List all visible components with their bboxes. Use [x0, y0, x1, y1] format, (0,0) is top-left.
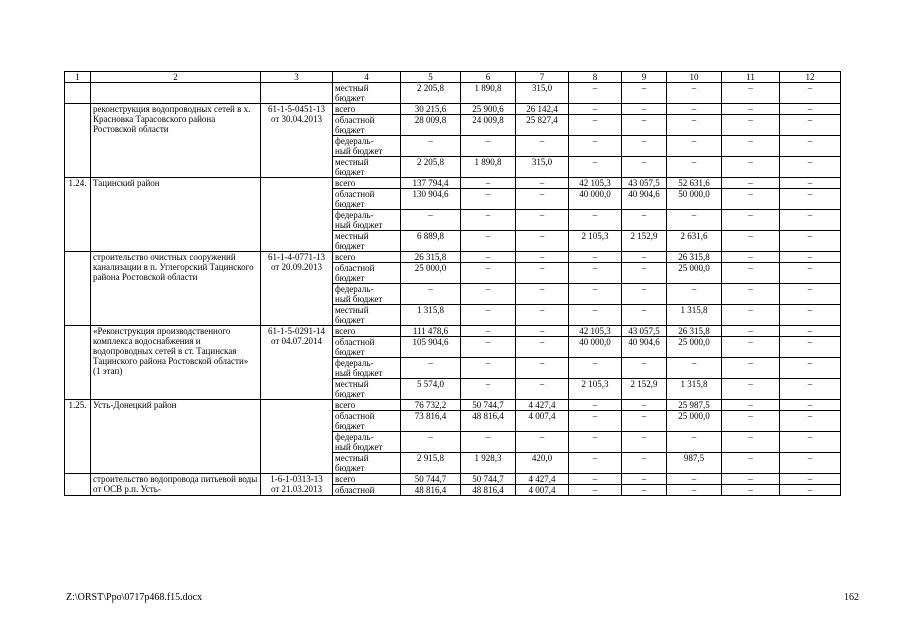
column-number-7: 7	[516, 72, 569, 83]
funding-source-cell: федераль- ный бюджет	[333, 284, 401, 305]
footer-file-path: Z:\ORST\Ppo\0717p468.f15.docx	[66, 592, 203, 603]
funding-source-cell: местный бюджет	[333, 305, 401, 326]
value-cell: –	[667, 358, 722, 379]
value-cell: 28 009,8	[401, 115, 461, 136]
value-cell: –	[516, 432, 569, 453]
value-cell: –	[780, 305, 841, 326]
value-cell: 40 000,0	[569, 337, 622, 358]
value-cell: –	[622, 453, 667, 474]
row-number-cell	[65, 252, 91, 326]
value-cell: 26 315,8	[401, 252, 461, 263]
value-cell: –	[516, 263, 569, 284]
funding-source-cell: всего	[333, 104, 401, 115]
value-cell: –	[622, 157, 667, 178]
value-cell: –	[461, 305, 516, 326]
value-cell: 2 105,3	[569, 231, 622, 252]
value-cell: –	[622, 474, 667, 485]
value-cell: –	[516, 326, 569, 337]
value-cell: 25 000,0	[667, 263, 722, 284]
value-cell: –	[622, 284, 667, 305]
funding-source-cell: федераль- ный бюджет	[333, 136, 401, 157]
value-cell: –	[401, 358, 461, 379]
value-cell: 48 816,4	[461, 485, 516, 496]
value-cell: 43 057,5	[622, 326, 667, 337]
column-number-1: 1	[65, 72, 91, 83]
value-cell: –	[461, 358, 516, 379]
value-cell: –	[401, 432, 461, 453]
table-row	[65, 400, 841, 411]
value-cell: 1 890,8	[461, 83, 516, 104]
value-cell: 48 816,4	[401, 485, 461, 496]
value-cell: –	[569, 83, 622, 104]
table-row	[65, 252, 841, 263]
value-cell: –	[667, 485, 722, 496]
value-cell: –	[722, 305, 780, 326]
column-number-8: 8	[569, 72, 622, 83]
value-cell: –	[401, 136, 461, 157]
funding-source-cell: федераль- ный бюджет	[333, 432, 401, 453]
funding-source-cell: местный бюджет	[333, 231, 401, 252]
budget-table	[64, 71, 841, 496]
table-row	[65, 104, 841, 115]
value-cell: –	[667, 104, 722, 115]
value-cell: 26 315,8	[667, 252, 722, 263]
funding-source-cell: местный бюджет	[333, 83, 401, 104]
value-cell: 76 732,2	[401, 400, 461, 411]
value-cell: –	[722, 379, 780, 400]
value-cell: –	[461, 231, 516, 252]
value-cell: 25 000,0	[401, 263, 461, 284]
value-cell: –	[722, 284, 780, 305]
value-cell: 43 057,5	[622, 178, 667, 189]
value-cell: 315,0	[516, 83, 569, 104]
value-cell: –	[780, 474, 841, 485]
value-cell: –	[569, 157, 622, 178]
value-cell: –	[569, 136, 622, 157]
value-cell: –	[569, 284, 622, 305]
value-cell: –	[780, 453, 841, 474]
value-cell: 2 105,3	[569, 379, 622, 400]
value-cell: 1 315,8	[401, 305, 461, 326]
value-cell: –	[516, 189, 569, 210]
value-cell: 105 904,6	[401, 337, 461, 358]
value-cell: 2 152,9	[622, 231, 667, 252]
object-name-cell	[91, 83, 261, 104]
value-cell: –	[401, 284, 461, 305]
funding-source-cell: местный бюджет	[333, 379, 401, 400]
value-cell: –	[722, 411, 780, 432]
value-cell: –	[622, 411, 667, 432]
value-cell: –	[780, 252, 841, 263]
value-cell: –	[461, 326, 516, 337]
row-number-cell	[65, 104, 91, 178]
value-cell: –	[780, 284, 841, 305]
object-name-cell: строительство водопровода питьевой воды от ОСВ р.п. Усть-	[91, 474, 261, 496]
value-cell: –	[569, 485, 622, 496]
value-cell: –	[780, 115, 841, 136]
value-cell: –	[722, 400, 780, 411]
document-number-cell	[261, 400, 333, 474]
value-cell: 1 315,8	[667, 305, 722, 326]
value-cell: –	[569, 210, 622, 231]
value-cell: 987,5	[667, 453, 722, 474]
document-number-cell: 1-6-1-0313-13 от 21.03.2013	[261, 474, 333, 496]
value-cell: –	[780, 485, 841, 496]
value-cell: –	[569, 400, 622, 411]
object-name-cell: Усть-Донецкий район	[91, 400, 261, 474]
value-cell: –	[780, 411, 841, 432]
value-cell: –	[516, 358, 569, 379]
value-cell: –	[622, 136, 667, 157]
object-name-cell: Тацинский район	[91, 178, 261, 252]
column-number-12: 12	[780, 72, 841, 83]
value-cell: 24 009,8	[461, 115, 516, 136]
value-cell: –	[780, 432, 841, 453]
value-cell: 5 574,0	[401, 379, 461, 400]
value-cell: –	[667, 83, 722, 104]
funding-source-cell: областной бюджет	[333, 337, 401, 358]
value-cell: –	[722, 326, 780, 337]
funding-source-cell: всего	[333, 326, 401, 337]
value-cell: 40 000,0	[569, 189, 622, 210]
funding-source-cell: областной бюджет	[333, 115, 401, 136]
table-row	[65, 474, 841, 485]
document-number-cell: 61-1-5-0291-14 от 04.07.2014	[261, 326, 333, 400]
value-cell: 48 816,4	[461, 411, 516, 432]
value-cell: 50 744,7	[401, 474, 461, 485]
funding-source-cell: областной	[333, 485, 401, 496]
value-cell: –	[722, 189, 780, 210]
value-cell: 2 915,8	[401, 453, 461, 474]
value-cell: –	[516, 178, 569, 189]
funding-source-cell: всего	[333, 400, 401, 411]
value-cell: –	[622, 358, 667, 379]
funding-source-cell: всего	[333, 178, 401, 189]
value-cell: 315,0	[516, 157, 569, 178]
value-cell: 25 000,0	[667, 337, 722, 358]
value-cell: –	[622, 432, 667, 453]
value-cell: –	[569, 104, 622, 115]
value-cell: –	[569, 432, 622, 453]
table-header-row	[65, 72, 841, 83]
value-cell: –	[569, 453, 622, 474]
document-number-cell: 61-1-4-0771-13 от 20.09.2013	[261, 252, 333, 326]
value-cell: –	[780, 231, 841, 252]
value-cell: –	[667, 474, 722, 485]
value-cell: –	[722, 263, 780, 284]
value-cell: –	[667, 157, 722, 178]
value-cell: –	[780, 136, 841, 157]
value-cell: –	[516, 252, 569, 263]
value-cell: –	[722, 83, 780, 104]
value-cell: 25 987,5	[667, 400, 722, 411]
value-cell: –	[780, 337, 841, 358]
value-cell: –	[667, 136, 722, 157]
funding-source-cell: областной бюджет	[333, 411, 401, 432]
value-cell: –	[722, 485, 780, 496]
value-cell: –	[780, 210, 841, 231]
value-cell: 130 904,6	[401, 189, 461, 210]
value-cell: –	[516, 284, 569, 305]
column-number-6: 6	[461, 72, 516, 83]
value-cell: –	[516, 305, 569, 326]
value-cell: –	[780, 400, 841, 411]
value-cell: –	[461, 252, 516, 263]
funding-source-cell: всего	[333, 252, 401, 263]
value-cell: –	[780, 379, 841, 400]
value-cell: –	[461, 263, 516, 284]
value-cell: 40 904,6	[622, 337, 667, 358]
column-number-5: 5	[401, 72, 461, 83]
value-cell: –	[516, 231, 569, 252]
value-cell: –	[780, 189, 841, 210]
value-cell: –	[722, 474, 780, 485]
value-cell: –	[722, 210, 780, 231]
value-cell: 26 315,8	[667, 326, 722, 337]
column-number-10: 10	[667, 72, 722, 83]
table-row	[65, 178, 841, 189]
funding-source-cell: областной бюджет	[333, 263, 401, 284]
value-cell: –	[461, 337, 516, 358]
row-number-cell: 1.24.	[65, 178, 91, 252]
value-cell: –	[516, 136, 569, 157]
footer-page-number: 162	[844, 592, 859, 603]
value-cell: 73 816,4	[401, 411, 461, 432]
column-number-3: 3	[261, 72, 333, 83]
value-cell: 42 105,3	[569, 326, 622, 337]
value-cell: 2 205,8	[401, 83, 461, 104]
value-cell: –	[780, 104, 841, 115]
funding-source-cell: федераль- ный бюджет	[333, 210, 401, 231]
column-number-4: 4	[333, 72, 401, 83]
value-cell: –	[516, 337, 569, 358]
value-cell: 50 744,7	[461, 474, 516, 485]
table-row	[65, 326, 841, 337]
column-number-11: 11	[722, 72, 780, 83]
value-cell: –	[722, 358, 780, 379]
value-cell: 25 827,4	[516, 115, 569, 136]
value-cell: 52 631,6	[667, 178, 722, 189]
value-cell: 111 478,6	[401, 326, 461, 337]
value-cell: 1 890,8	[461, 157, 516, 178]
funding-source-cell: местный бюджет	[333, 453, 401, 474]
document-number-cell	[261, 178, 333, 252]
value-cell: 25 000,0	[667, 411, 722, 432]
value-cell: –	[722, 157, 780, 178]
value-cell: –	[622, 485, 667, 496]
value-cell: –	[780, 178, 841, 189]
value-cell: –	[622, 115, 667, 136]
value-cell: –	[667, 284, 722, 305]
value-cell: –	[722, 104, 780, 115]
value-cell: 6 889,8	[401, 231, 461, 252]
row-number-cell: 1.25.	[65, 400, 91, 474]
value-cell: 137 794,4	[401, 178, 461, 189]
value-cell: –	[461, 189, 516, 210]
value-cell: –	[722, 115, 780, 136]
value-cell: –	[667, 432, 722, 453]
value-cell: –	[569, 115, 622, 136]
value-cell: –	[780, 326, 841, 337]
object-name-cell: строительство очистных сооружений канализации в п. Углегорский Тацинского района Ростовской области	[91, 252, 261, 326]
object-name-cell: реконструкция водопроводных сетей в х. Красновка Тарасовского района Ростовской области	[91, 104, 261, 178]
value-cell: –	[722, 178, 780, 189]
value-cell: –	[569, 305, 622, 326]
value-cell: 4 007,4	[516, 411, 569, 432]
funding-source-cell: всего	[333, 474, 401, 485]
funding-source-cell: местный бюджет	[333, 157, 401, 178]
value-cell: –	[780, 358, 841, 379]
value-cell: 42 105,3	[569, 178, 622, 189]
value-cell: –	[722, 231, 780, 252]
value-cell: 30 215,6	[401, 104, 461, 115]
value-cell: –	[722, 252, 780, 263]
value-cell: –	[780, 157, 841, 178]
row-number-cell	[65, 326, 91, 400]
value-cell: –	[461, 379, 516, 400]
column-number-2: 2	[91, 72, 261, 83]
value-cell: –	[622, 305, 667, 326]
value-cell: –	[622, 252, 667, 263]
value-cell: 4 427,4	[516, 474, 569, 485]
value-cell: –	[722, 337, 780, 358]
value-cell: –	[569, 474, 622, 485]
value-cell: 26 142,4	[516, 104, 569, 115]
value-cell: 420,0	[516, 453, 569, 474]
value-cell: 40 904,6	[622, 189, 667, 210]
value-cell: –	[461, 136, 516, 157]
value-cell: –	[461, 210, 516, 231]
value-cell: 25 900,6	[461, 104, 516, 115]
value-cell: –	[569, 411, 622, 432]
value-cell: –	[569, 358, 622, 379]
value-cell: –	[461, 178, 516, 189]
funding-source-cell: федераль- ный бюджет	[333, 358, 401, 379]
value-cell: –	[461, 284, 516, 305]
value-cell: –	[622, 104, 667, 115]
value-cell: –	[516, 210, 569, 231]
value-cell: –	[667, 210, 722, 231]
value-cell: 4 007,4	[516, 485, 569, 496]
row-number-cell	[65, 474, 91, 496]
value-cell: 1 315,8	[667, 379, 722, 400]
value-cell: 2 205,8	[401, 157, 461, 178]
value-cell: –	[622, 210, 667, 231]
value-cell: –	[622, 263, 667, 284]
value-cell: –	[780, 263, 841, 284]
value-cell: –	[622, 400, 667, 411]
value-cell: –	[722, 432, 780, 453]
value-cell: –	[401, 210, 461, 231]
row-number-cell	[65, 83, 91, 104]
value-cell: 50 744,7	[461, 400, 516, 411]
value-cell: –	[461, 432, 516, 453]
object-name-cell: «Реконструкция производственного комплекса водоснабжения и водопроводных сетей в ст. Тацинская Тацинского района Ростовской области» (1 этап)	[91, 326, 261, 400]
value-cell: –	[516, 379, 569, 400]
funding-source-cell: областной бюджет	[333, 189, 401, 210]
value-cell: –	[780, 83, 841, 104]
column-number-9: 9	[622, 72, 667, 83]
value-cell: –	[569, 263, 622, 284]
value-cell: –	[722, 136, 780, 157]
value-cell: 50 000,0	[667, 189, 722, 210]
value-cell: 2 152,9	[622, 379, 667, 400]
value-cell: –	[667, 115, 722, 136]
value-cell: –	[722, 453, 780, 474]
value-cell: 1 928,3	[461, 453, 516, 474]
value-cell: –	[622, 83, 667, 104]
document-number-cell	[261, 83, 333, 104]
value-cell: 2 631,6	[667, 231, 722, 252]
value-cell: 4 427,4	[516, 400, 569, 411]
value-cell: –	[569, 252, 622, 263]
table-row	[65, 83, 841, 104]
document-number-cell: 61-1-5-0451-13 от 30.04.2013	[261, 104, 333, 178]
